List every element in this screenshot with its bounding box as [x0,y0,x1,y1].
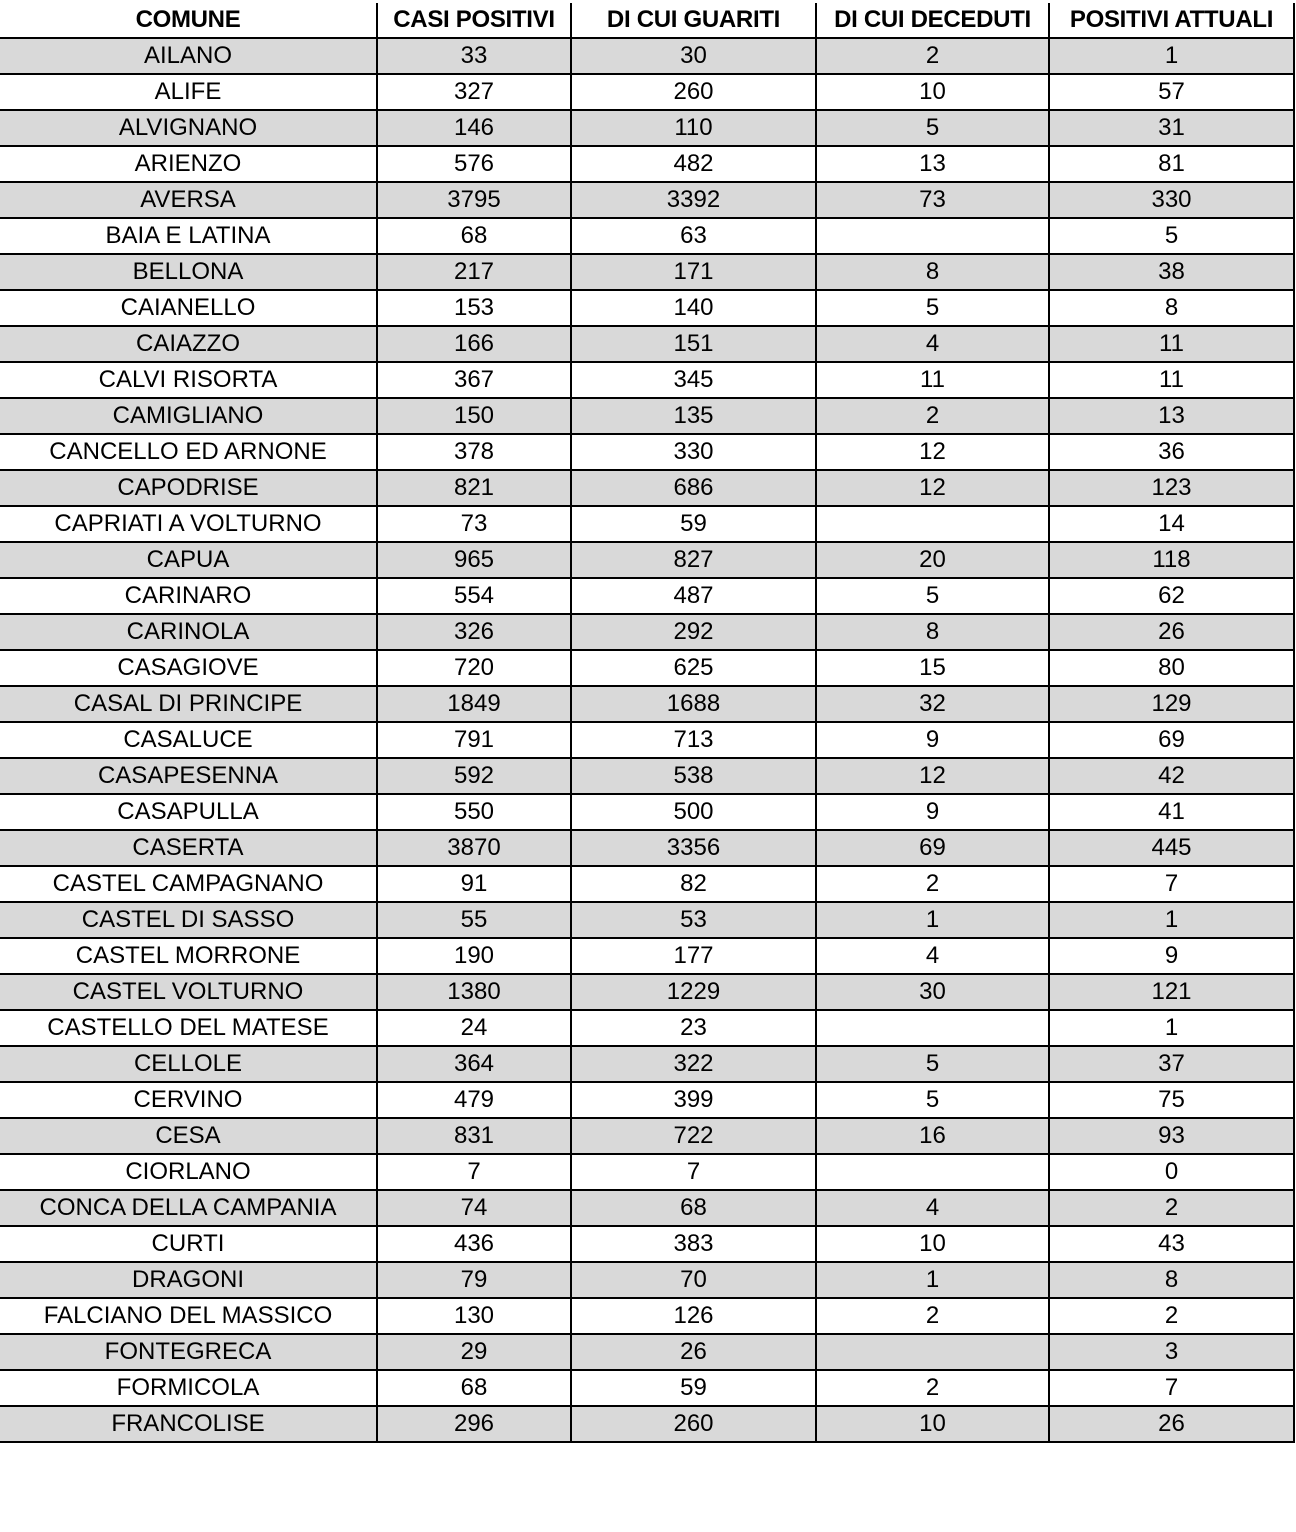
cell-comune[interactable]: BELLONA [0,254,377,290]
cell-guariti[interactable]: 23 [571,1010,816,1046]
cell-guariti[interactable]: 30 [571,38,816,74]
cell-casi-positivi[interactable]: 821 [377,470,571,506]
table-row [0,866,1294,902]
cell-positivi-attuali[interactable]: 14 [1049,506,1294,542]
cell-guariti[interactable]: 82 [571,866,816,902]
table-row [0,902,1294,938]
cell-positivi-attuali[interactable]: 0 [1049,1154,1294,1190]
cell-casi-positivi[interactable]: 367 [377,362,571,398]
cell-positivi-attuali[interactable]: 121 [1049,974,1294,1010]
header-row [0,3,1294,38]
cell-guariti[interactable]: 686 [571,470,816,506]
cell-positivi-attuali[interactable]: 26 [1049,1406,1294,1442]
cell-comune[interactable]: FRANCOLISE [0,1406,377,1442]
cell-positivi-attuali[interactable]: 9 [1049,938,1294,974]
cell-guariti[interactable]: 126 [571,1298,816,1334]
cell-deceduti[interactable]: 2 [816,1370,1049,1406]
cell-casi-positivi[interactable]: 166 [377,326,571,362]
cell-guariti[interactable]: 151 [571,326,816,362]
table-row [0,938,1294,974]
header-casi-positivi[interactable]: CASI POSITIVI [377,3,571,38]
cell-guariti[interactable]: 260 [571,1406,816,1442]
table-row [0,398,1294,434]
cell-comune[interactable]: CASTEL DI SASSO [0,902,377,938]
cell-positivi-attuali[interactable]: 26 [1049,614,1294,650]
cell-guariti[interactable]: 135 [571,398,816,434]
table-row [0,722,1294,758]
cell-guariti[interactable]: 3392 [571,182,816,218]
cell-comune[interactable]: FONTEGRECA [0,1334,377,1370]
cell-positivi-attuali[interactable]: 41 [1049,794,1294,830]
cell-comune[interactable]: CASAPULLA [0,794,377,830]
header-di-cui-deceduti[interactable]: DI CUI DECEDUTI [816,3,1049,38]
cell-comune[interactable]: CASALUCE [0,722,377,758]
table-row [0,1046,1294,1082]
cell-positivi-attuali[interactable]: 8 [1049,1262,1294,1298]
cell-guariti[interactable]: 1688 [571,686,816,722]
cell-casi-positivi[interactable]: 150 [377,398,571,434]
cell-comune[interactable]: AILANO [0,38,377,74]
cell-comune[interactable]: CIORLANO [0,1154,377,1190]
cell-guariti[interactable]: 292 [571,614,816,650]
cell-comune[interactable]: CAMIGLIANO [0,398,377,434]
cell-casi-positivi[interactable]: 73 [377,506,571,542]
cell-positivi-attuali[interactable]: 3 [1049,1334,1294,1370]
cell-deceduti[interactable]: 4 [816,1190,1049,1226]
cell-casi-positivi[interactable]: 146 [377,110,571,146]
cell-guariti[interactable]: 722 [571,1118,816,1154]
cell-guariti[interactable]: 482 [571,146,816,182]
cell-comune[interactable]: CONCA DELLA CAMPANIA [0,1190,377,1226]
table-row [0,182,1294,218]
cell-deceduti[interactable]: 5 [816,1082,1049,1118]
cell-casi-positivi[interactable]: 965 [377,542,571,578]
cell-comune[interactable]: CASAGIOVE [0,650,377,686]
cell-casi-positivi[interactable]: 327 [377,74,571,110]
cell-casi-positivi[interactable]: 153 [377,290,571,326]
cell-casi-positivi[interactable]: 576 [377,146,571,182]
cell-deceduti[interactable]: 12 [816,434,1049,470]
cell-comune[interactable]: CARINARO [0,578,377,614]
table-row [0,290,1294,326]
cell-deceduti[interactable]: 8 [816,614,1049,650]
cell-casi-positivi[interactable]: 364 [377,1046,571,1082]
table-row [0,542,1294,578]
cell-casi-positivi[interactable]: 1849 [377,686,571,722]
cell-casi-positivi[interactable]: 68 [377,218,571,254]
cell-comune[interactable]: CAPODRISE [0,470,377,506]
table-row [0,362,1294,398]
cell-deceduti[interactable]: 69 [816,830,1049,866]
cell-guariti[interactable]: 625 [571,650,816,686]
cell-comune[interactable]: CANCELLO ED ARNONE [0,434,377,470]
cell-casi-positivi[interactable]: 68 [377,1370,571,1406]
cell-casi-positivi[interactable]: 3795 [377,182,571,218]
table-row [0,434,1294,470]
header-di-cui-guariti[interactable]: DI CUI GUARITI [571,3,816,38]
cell-comune[interactable]: CERVINO [0,1082,377,1118]
cell-casi-positivi[interactable]: 190 [377,938,571,974]
cell-deceduti[interactable]: 9 [816,722,1049,758]
table-row [0,1154,1294,1190]
cell-positivi-attuali[interactable]: 1 [1049,38,1294,74]
header-positivi-attuali[interactable]: POSITIVI ATTUALI [1049,3,1294,38]
cell-comune[interactable]: FALCIANO DEL MASSICO [0,1298,377,1334]
cell-deceduti[interactable]: 5 [816,110,1049,146]
cell-positivi-attuali[interactable]: 330 [1049,182,1294,218]
cell-casi-positivi[interactable]: 7 [377,1154,571,1190]
cell-comune[interactable]: CAIANELLO [0,290,377,326]
cell-deceduti[interactable]: 73 [816,182,1049,218]
cell-guariti[interactable]: 383 [571,1226,816,1262]
cell-comune[interactable]: CURTI [0,1226,377,1262]
cell-comune[interactable]: DRAGONI [0,1262,377,1298]
table-row [0,1190,1294,1226]
cell-positivi-attuali[interactable]: 123 [1049,470,1294,506]
table-row [0,650,1294,686]
cell-guariti[interactable]: 500 [571,794,816,830]
table-row [0,1370,1294,1406]
cell-guariti[interactable]: 26 [571,1334,816,1370]
cell-comune[interactable]: CARINOLA [0,614,377,650]
cell-positivi-attuali[interactable]: 69 [1049,722,1294,758]
table-row [0,794,1294,830]
cell-guariti[interactable]: 59 [571,506,816,542]
cell-comune[interactable]: ALVIGNANO [0,110,377,146]
cell-positivi-attuali[interactable]: 129 [1049,686,1294,722]
cell-guariti[interactable]: 487 [571,578,816,614]
cell-positivi-attuali[interactable]: 2 [1049,1298,1294,1334]
cell-casi-positivi[interactable]: 550 [377,794,571,830]
cell-casi-positivi[interactable]: 74 [377,1190,571,1226]
cell-guariti[interactable]: 70 [571,1262,816,1298]
cell-positivi-attuali[interactable]: 62 [1049,578,1294,614]
cell-casi-positivi[interactable]: 326 [377,614,571,650]
table-row [0,218,1294,254]
cell-comune[interactable]: CASERTA [0,830,377,866]
cell-guariti[interactable]: 63 [571,218,816,254]
cell-positivi-attuali[interactable]: 7 [1049,866,1294,902]
cell-casi-positivi[interactable]: 720 [377,650,571,686]
cell-positivi-attuali[interactable]: 5 [1049,218,1294,254]
table-row [0,326,1294,362]
cell-guariti[interactable]: 260 [571,74,816,110]
table-row [0,470,1294,506]
cell-positivi-attuali[interactable]: 13 [1049,398,1294,434]
cell-guariti[interactable]: 399 [571,1082,816,1118]
cell-casi-positivi[interactable]: 217 [377,254,571,290]
cell-deceduti[interactable]: 4 [816,326,1049,362]
cell-positivi-attuali[interactable]: 445 [1049,830,1294,866]
table-row [0,38,1294,74]
table-row [0,830,1294,866]
cell-comune[interactable]: CAPUA [0,542,377,578]
cell-positivi-attuali[interactable]: 31 [1049,110,1294,146]
cell-deceduti[interactable]: 4 [816,938,1049,974]
cell-casi-positivi[interactable]: 3870 [377,830,571,866]
cell-casi-positivi[interactable]: 791 [377,722,571,758]
cell-guariti[interactable]: 713 [571,722,816,758]
cell-comune[interactable]: CELLOLE [0,1046,377,1082]
table-row [0,1262,1294,1298]
cell-deceduti[interactable]: 2 [816,38,1049,74]
cell-guariti[interactable]: 7 [571,1154,816,1190]
table-row [0,74,1294,110]
cell-guariti[interactable]: 3356 [571,830,816,866]
cell-comune[interactable]: CASAL DI PRINCIPE [0,686,377,722]
cell-positivi-attuali[interactable]: 38 [1049,254,1294,290]
table-row [0,110,1294,146]
cell-guariti[interactable]: 59 [571,1370,816,1406]
cell-comune[interactable]: CASTELLO DEL MATESE [0,1010,377,1046]
table-row [0,578,1294,614]
table-row [0,686,1294,722]
table-row [0,1010,1294,1046]
cell-deceduti[interactable]: 5 [816,578,1049,614]
cell-casi-positivi[interactable]: 831 [377,1118,571,1154]
cell-guariti[interactable]: 140 [571,290,816,326]
cell-guariti[interactable]: 322 [571,1046,816,1082]
cell-positivi-attuali[interactable]: 43 [1049,1226,1294,1262]
table-row [0,1082,1294,1118]
cell-guariti[interactable]: 1229 [571,974,816,1010]
table-row [0,254,1294,290]
cell-positivi-attuali[interactable]: 11 [1049,362,1294,398]
cell-casi-positivi[interactable]: 436 [377,1226,571,1262]
cell-comune[interactable]: CAPRIATI A VOLTURNO [0,506,377,542]
cell-comune[interactable]: CASTEL VOLTURNO [0,974,377,1010]
cell-casi-positivi[interactable]: 592 [377,758,571,794]
table-row [0,146,1294,182]
cell-guariti[interactable]: 345 [571,362,816,398]
cell-deceduti[interactable]: 12 [816,470,1049,506]
cell-guariti[interactable]: 68 [571,1190,816,1226]
cell-casi-positivi[interactable]: 378 [377,434,571,470]
cell-deceduti[interactable]: 2 [816,866,1049,902]
cell-deceduti[interactable]: 11 [816,362,1049,398]
table-row [0,506,1294,542]
cell-deceduti[interactable]: 9 [816,794,1049,830]
cell-deceduti[interactable] [816,218,1049,254]
cell-deceduti[interactable]: 8 [816,254,1049,290]
cell-comune[interactable]: ALIFE [0,74,377,110]
cell-deceduti[interactable]: 15 [816,650,1049,686]
cell-guariti[interactable]: 827 [571,542,816,578]
cell-positivi-attuali[interactable]: 81 [1049,146,1294,182]
table-body [0,38,1294,1442]
cell-deceduti[interactable]: 10 [816,1226,1049,1262]
cell-casi-positivi[interactable]: 33 [377,38,571,74]
cell-positivi-attuali[interactable]: 2 [1049,1190,1294,1226]
cell-positivi-attuali[interactable]: 93 [1049,1118,1294,1154]
cell-comune[interactable]: ARIENZO [0,146,377,182]
cell-comune[interactable]: CALVI RISORTA [0,362,377,398]
cell-positivi-attuali[interactable]: 42 [1049,758,1294,794]
cell-deceduti[interactable]: 2 [816,1298,1049,1334]
table-row [0,1118,1294,1154]
cell-deceduti[interactable]: 32 [816,686,1049,722]
cell-positivi-attuali[interactable]: 75 [1049,1082,1294,1118]
cell-positivi-attuali[interactable]: 8 [1049,290,1294,326]
cell-comune[interactable]: CASTEL MORRONE [0,938,377,974]
table-row [0,1406,1294,1442]
cell-comune[interactable]: FORMICOLA [0,1370,377,1406]
cell-deceduti[interactable]: 20 [816,542,1049,578]
table-row [0,974,1294,1010]
cell-deceduti[interactable]: 1 [816,902,1049,938]
cell-casi-positivi[interactable]: 479 [377,1082,571,1118]
cell-deceduti[interactable]: 16 [816,1118,1049,1154]
cell-casi-positivi[interactable]: 79 [377,1262,571,1298]
cell-comune[interactable]: AVERSA [0,182,377,218]
cell-guariti[interactable]: 110 [571,110,816,146]
table-row [0,1334,1294,1370]
cell-casi-positivi[interactable]: 55 [377,902,571,938]
cell-deceduti[interactable]: 2 [816,398,1049,434]
table-row [0,614,1294,650]
cell-deceduti[interactable] [816,1154,1049,1190]
cell-guariti[interactable]: 53 [571,902,816,938]
cell-guariti[interactable]: 538 [571,758,816,794]
cell-comune[interactable]: CESA [0,1118,377,1154]
cell-casi-positivi[interactable]: 91 [377,866,571,902]
cell-comune[interactable]: CAIAZZO [0,326,377,362]
cell-deceduti[interactable]: 5 [816,290,1049,326]
cell-deceduti[interactable]: 30 [816,974,1049,1010]
cell-positivi-attuali[interactable]: 36 [1049,434,1294,470]
cell-deceduti[interactable]: 13 [816,146,1049,182]
cell-comune[interactable]: CASTEL CAMPAGNANO [0,866,377,902]
cell-deceduti[interactable] [816,1334,1049,1370]
cell-guariti[interactable]: 330 [571,434,816,470]
cell-positivi-attuali[interactable]: 80 [1049,650,1294,686]
cell-casi-positivi[interactable]: 29 [377,1334,571,1370]
cell-deceduti[interactable]: 5 [816,1046,1049,1082]
cell-casi-positivi[interactable]: 1380 [377,974,571,1010]
cell-positivi-attuali[interactable]: 118 [1049,542,1294,578]
cell-guariti[interactable]: 171 [571,254,816,290]
cell-deceduti[interactable]: 10 [816,1406,1049,1442]
cell-positivi-attuali[interactable]: 11 [1049,326,1294,362]
cell-deceduti[interactable]: 1 [816,1262,1049,1298]
cell-comune[interactable]: CASAPESENNA [0,758,377,794]
cell-guariti[interactable]: 177 [571,938,816,974]
cell-comune[interactable]: BAIA E LATINA [0,218,377,254]
cell-casi-positivi[interactable]: 296 [377,1406,571,1442]
cell-positivi-attuali[interactable]: 37 [1049,1046,1294,1082]
cell-positivi-attuali[interactable]: 7 [1049,1370,1294,1406]
cell-deceduti[interactable] [816,1010,1049,1046]
cell-casi-positivi[interactable]: 24 [377,1010,571,1046]
cell-casi-positivi[interactable]: 554 [377,578,571,614]
cell-positivi-attuali[interactable]: 1 [1049,1010,1294,1046]
cell-casi-positivi[interactable]: 130 [377,1298,571,1334]
table-row [0,1298,1294,1334]
cell-positivi-attuali[interactable]: 1 [1049,902,1294,938]
header-comune[interactable]: COMUNE [0,3,377,38]
table-row [0,1226,1294,1262]
cell-deceduti[interactable]: 12 [816,758,1049,794]
cell-deceduti[interactable]: 10 [816,74,1049,110]
covid-cases-table [0,3,1295,1443]
table-row [0,758,1294,794]
cell-positivi-attuali[interactable]: 57 [1049,74,1294,110]
cell-deceduti[interactable] [816,506,1049,542]
